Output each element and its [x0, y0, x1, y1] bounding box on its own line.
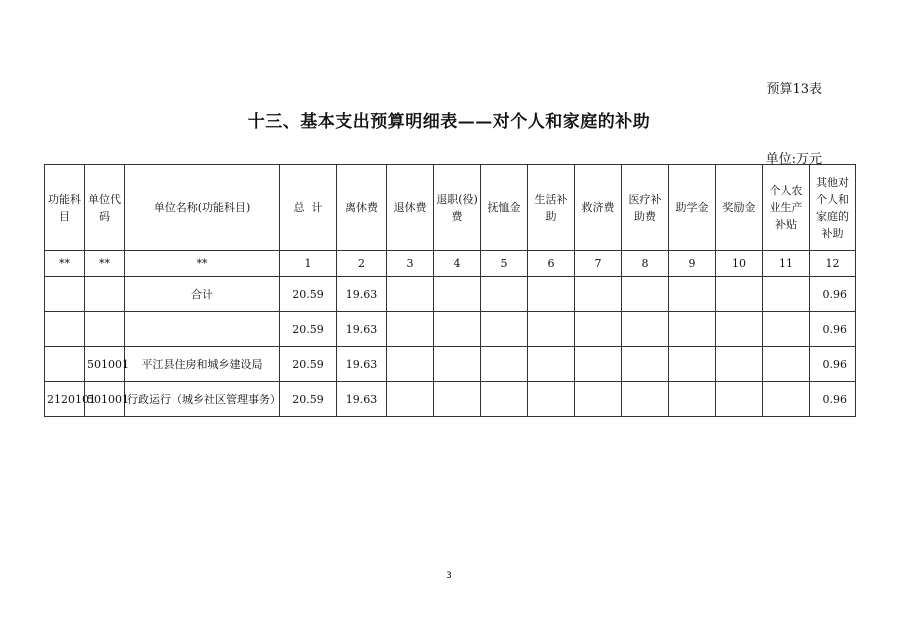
table-cell: 行政运行（城乡社区管理事务） — [125, 382, 280, 417]
index-cell: 12 — [810, 251, 856, 277]
table-cell: 19.63 — [337, 312, 387, 347]
index-cell: 2 — [337, 251, 387, 277]
table-cell: 2120101 — [45, 382, 85, 417]
table-cell — [45, 312, 85, 347]
header-cell: 单位名称(功能科目) — [125, 165, 280, 251]
table-cell — [434, 277, 481, 312]
header-cell: 抚恤金 — [481, 165, 528, 251]
header-cell: 个人农业生产补贴 — [763, 165, 810, 251]
index-cell: 1 — [280, 251, 337, 277]
table-cell — [669, 312, 716, 347]
table-cell — [125, 312, 280, 347]
table-cell: 0.96 — [810, 382, 856, 417]
table-cell — [481, 277, 528, 312]
page-number: 3 — [446, 571, 452, 581]
index-cell: 11 — [763, 251, 810, 277]
table-cell — [575, 382, 622, 417]
table-cell — [387, 382, 434, 417]
table-cell — [575, 312, 622, 347]
table-cell — [669, 347, 716, 382]
budget-table — [44, 164, 856, 417]
table-cell — [85, 277, 125, 312]
table-cell: 平江县住房和城乡建设局 — [125, 347, 280, 382]
index-cell: 8 — [622, 251, 669, 277]
table-cell: 20.59 — [280, 277, 337, 312]
form-number: 预算13表 — [766, 82, 822, 97]
table-cell — [622, 382, 669, 417]
table-cell — [575, 347, 622, 382]
table-cell — [716, 312, 763, 347]
table-cell: 0.96 — [810, 312, 856, 347]
table-cell — [45, 347, 85, 382]
table-cell — [434, 312, 481, 347]
table-cell — [669, 277, 716, 312]
index-cell: 9 — [669, 251, 716, 277]
table-cell: 501001 — [85, 347, 125, 382]
header-cell: 生活补助 — [528, 165, 575, 251]
header-cell: 助学金 — [669, 165, 716, 251]
index-row — [45, 251, 856, 277]
table-cell: 20.59 — [280, 312, 337, 347]
index-cell: 4 — [434, 251, 481, 277]
index-cell: ** — [85, 251, 125, 277]
table-cell: 19.63 — [337, 347, 387, 382]
table-cell — [763, 382, 810, 417]
table-row — [45, 312, 856, 347]
table-cell: 20.59 — [280, 347, 337, 382]
table-cell — [763, 347, 810, 382]
table-cell — [85, 312, 125, 347]
table-cell — [763, 277, 810, 312]
index-cell: 5 — [481, 251, 528, 277]
table-cell — [622, 312, 669, 347]
header-cell: 总 计 — [280, 165, 337, 251]
header-cell: 功能科目 — [45, 165, 85, 251]
table-cell — [528, 277, 575, 312]
table-cell — [528, 382, 575, 417]
table-row — [45, 277, 856, 312]
table-row — [45, 347, 856, 382]
table-cell — [622, 277, 669, 312]
table-cell — [387, 312, 434, 347]
table-cell — [387, 347, 434, 382]
table-cell: 合计 — [125, 277, 280, 312]
table-cell: 501001 — [85, 382, 125, 417]
table-cell — [622, 347, 669, 382]
table-cell — [716, 277, 763, 312]
index-cell: 7 — [575, 251, 622, 277]
header-cell: 其他对个人和家庭的补助 — [810, 165, 856, 251]
table-cell: 19.63 — [337, 382, 387, 417]
table-cell — [575, 277, 622, 312]
table-cell — [528, 312, 575, 347]
table-cell: 20.59 — [280, 382, 337, 417]
table-cell — [528, 347, 575, 382]
index-cell: 6 — [528, 251, 575, 277]
table-cell — [716, 347, 763, 382]
table-cell: 0.96 — [810, 347, 856, 382]
table-row — [45, 382, 856, 417]
table-cell — [763, 312, 810, 347]
index-cell: ** — [125, 251, 280, 277]
index-cell: 10 — [716, 251, 763, 277]
header-cell: 离休费 — [337, 165, 387, 251]
table-cell — [434, 347, 481, 382]
header-cell: 救济费 — [575, 165, 622, 251]
table-cell — [669, 382, 716, 417]
table-cell: 19.63 — [337, 277, 387, 312]
table-cell — [481, 312, 528, 347]
table-cell — [45, 277, 85, 312]
unit-label: 单位:万元 — [765, 152, 822, 167]
header-cell: 退休费 — [387, 165, 434, 251]
table-cell — [387, 277, 434, 312]
index-cell: 3 — [387, 251, 434, 277]
index-cell: ** — [45, 251, 85, 277]
table-cell: 0.96 — [810, 277, 856, 312]
header-row — [45, 165, 856, 251]
table-cell — [481, 382, 528, 417]
header-cell: 退职(役)费 — [434, 165, 481, 251]
page-title: 十三、基本支出预算明细表——对个人和家庭的补助 — [247, 112, 651, 132]
table-cell — [716, 382, 763, 417]
table-cell — [481, 347, 528, 382]
header-cell: 奖励金 — [716, 165, 763, 251]
header-cell: 医疗补助费 — [622, 165, 669, 251]
header-cell: 单位代码 — [85, 165, 125, 251]
table-cell — [434, 382, 481, 417]
